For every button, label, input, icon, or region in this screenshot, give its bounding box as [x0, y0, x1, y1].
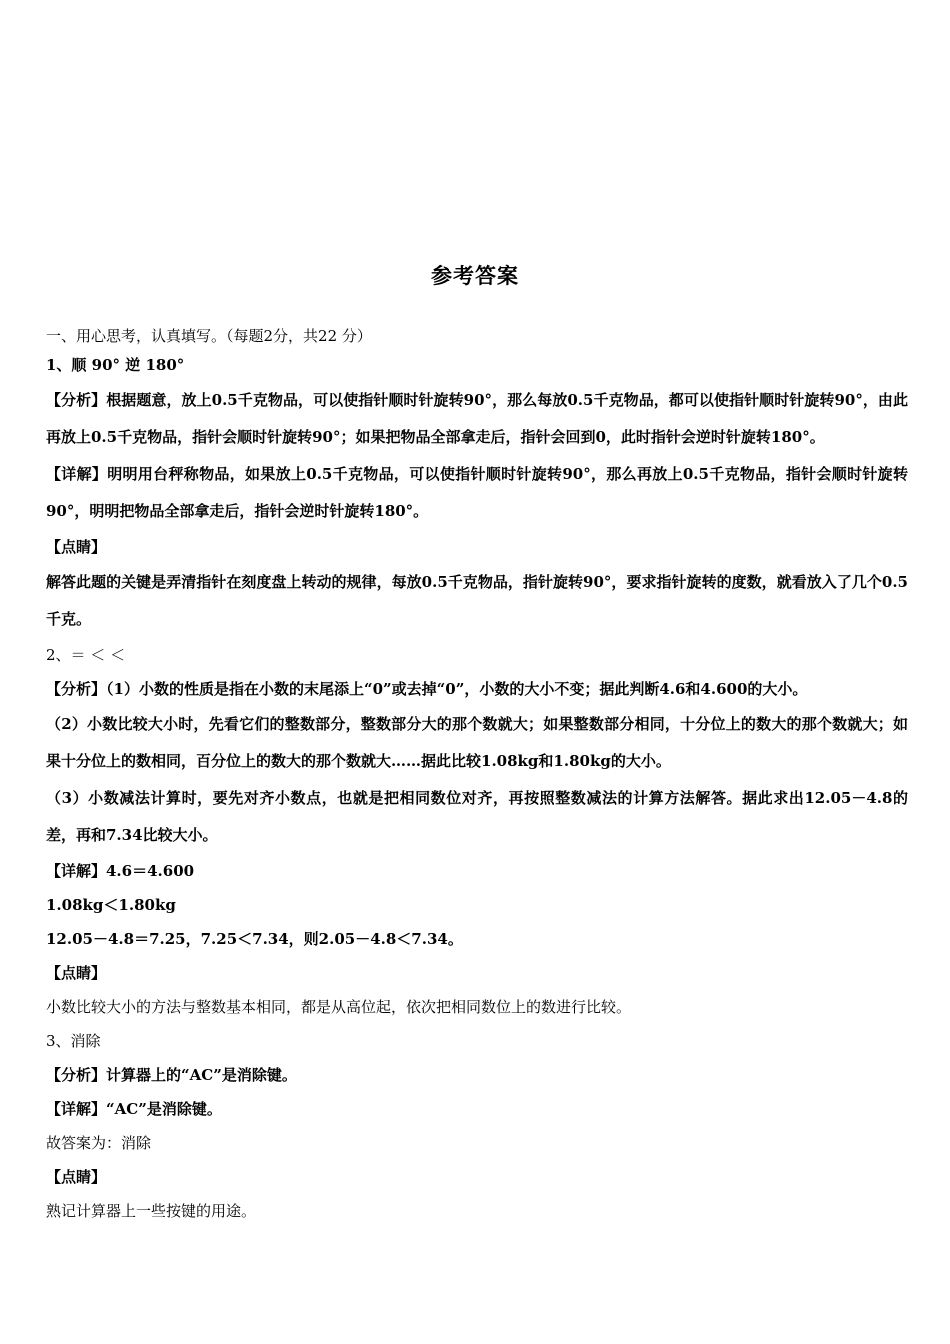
q1-analysis: 【分析】根据题意，放上0.5千克物品，可以使指针顺时针旋转90°，那么每放0.5千克物品，都可以使指针顺时针旋转90°，由此再放上0.5千克物品，指针会顺时针旋转90°；如果把物品全部拿走后，指针会回到0，此时指针会逆时针旋转180°。 — [46, 391, 908, 446]
q1-detail: 【详解】明明用台秤称物品，如果放上0.5千克物品，可以使指针顺时针旋转90°，那么再放上0.5千克物品，指针会顺时针旋转90°，明明把物品全部拿走后，指针会逆时针旋转180°。 — [46, 465, 908, 520]
q3-answer: 3、消除 — [46, 1032, 101, 1050]
answer-content — [46, 322, 908, 1228]
q1-tip: 解答此题的关键是弄清指针在刻度盘上转动的规律，每放0.5千克物品，指针旋转90°，要求指针旋转的度数，就看放入了几个0.5千克。 — [46, 573, 908, 628]
q3-tip: 熟记计算器上一些按键的用途。 — [46, 1202, 257, 1220]
q2-detail-2: 1.08kg＜1.80kg — [46, 896, 176, 914]
q2-detail-3: 12.05－4.8＝7.25，7.25＜7.34，则2.05－4.8＜7.34。 — [46, 930, 463, 948]
section-heading: 一、用心思考，认真填写。（每题2分，共22 分） — [46, 327, 372, 345]
q3-analysis: 【分析】计算器上的“AC”是消除键。 — [46, 1066, 297, 1084]
q2-tip: 小数比较大小的方法与整数基本相同，都是从高位起，依次把相同数位上的数进行比较。 — [46, 998, 632, 1016]
q1-tip-label: 【点睛】 — [46, 538, 107, 556]
q2-analysis-1: 【分析】（1）小数的性质是指在小数的末尾添上“0”或去掉“0”，小数的大小不变；据此判断4.6和4.600的大小。 — [46, 680, 808, 698]
q2-tip-label: 【点睛】 — [46, 964, 107, 982]
page-title: 参考答案 — [431, 263, 519, 288]
q2-analysis-3: （3）小数减法计算时，要先对齐小数点，也就是把相同数位对齐，再按照整数减法的计算方法解答。据此求出12.05－4.8的差，再和7.34比较大小。 — [46, 789, 908, 844]
q1-answer: 1、顺 90° 逆 180° — [46, 356, 185, 374]
q2-answer: 2、＝ ＜ ＜ — [46, 646, 126, 664]
q3-detail: 【详解】“AC”是消除键。 — [46, 1100, 222, 1118]
q3-conclusion: 故答案为：消除 — [46, 1134, 152, 1152]
q2-analysis-2: （2）小数比较大小时，先看它们的整数部分，整数部分大的那个数就大；如果整数部分相同，十分位上的数大的那个数就大；如果十分位上的数相同，百分位上的数大的那个数就大……据此比较1.08kg和1.80kg的大小。 — [46, 715, 908, 770]
q2-detail-1: 【详解】4.6＝4.600 — [46, 862, 195, 880]
q3-tip-label: 【点睛】 — [46, 1168, 107, 1186]
